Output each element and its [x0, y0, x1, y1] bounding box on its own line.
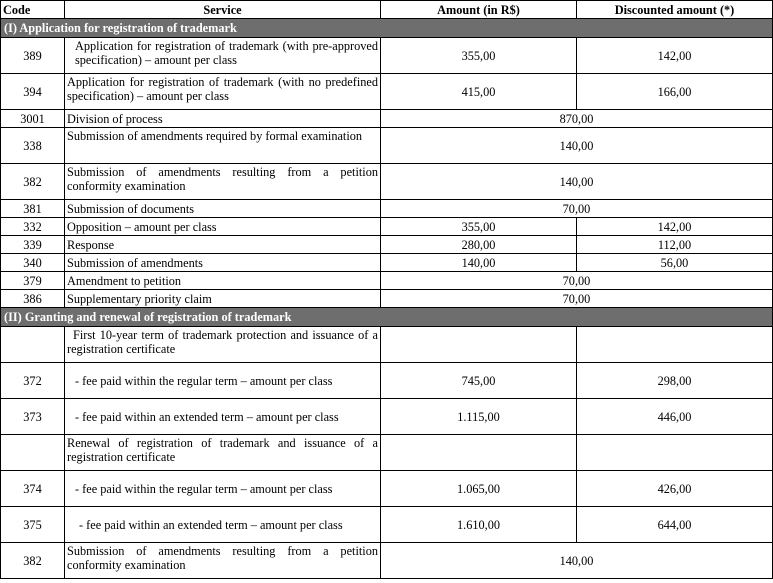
code-cell: 373 [1, 399, 65, 435]
discounted-cell: 644,00 [577, 507, 773, 543]
code-cell: 386 [1, 290, 65, 308]
discounted-cell: 142,00 [577, 38, 773, 74]
table-row [1, 128, 773, 164]
table-row [1, 399, 773, 435]
service-cell: Opposition – amount per class [65, 218, 381, 236]
discounted-cell: 298,00 [577, 363, 773, 399]
table-row [1, 38, 773, 74]
discounted-cell: 166,00 [577, 74, 773, 110]
table-row [1, 74, 773, 110]
combined-amount-cell: 140,00 [381, 128, 773, 164]
code-cell: 340 [1, 254, 65, 272]
amount-cell: 1.065,00 [381, 471, 577, 507]
section-title-application: (I) Application for registration of trademark [1, 19, 773, 38]
discounted-cell: 426,00 [577, 471, 773, 507]
discounted-cell: 112,00 [577, 236, 773, 254]
table-row [1, 110, 773, 128]
service-cell: Supplementary priority claim [65, 290, 381, 308]
code-cell: 389 [1, 38, 65, 74]
code-cell: 382 [1, 543, 65, 579]
code-cell: 372 [1, 363, 65, 399]
combined-amount-cell: 870,00 [381, 110, 773, 128]
service-cell: - fee paid within an extended term – amount per class [65, 507, 381, 543]
table-row [1, 272, 773, 290]
code-cell: 332 [1, 218, 65, 236]
code-cell: 382 [1, 164, 65, 200]
header-service: Service [65, 1, 381, 19]
service-cell: Submission of documents [65, 200, 381, 218]
discounted-cell: 446,00 [577, 399, 773, 435]
empty-cell [381, 327, 577, 363]
table-row [1, 164, 773, 200]
code-cell: 339 [1, 236, 65, 254]
code-cell: 375 [1, 507, 65, 543]
amount-cell: 280,00 [381, 236, 577, 254]
table-row [1, 218, 773, 236]
amount-cell: 415,00 [381, 74, 577, 110]
section-row [1, 308, 773, 327]
subheading-first-term [65, 327, 381, 363]
empty-cell [381, 435, 577, 471]
header-code: Code [1, 1, 65, 19]
amount-cell: 140,00 [381, 254, 577, 272]
combined-amount-cell: 140,00 [381, 164, 773, 200]
code-cell [1, 435, 65, 471]
amount-cell: 355,00 [381, 218, 577, 236]
service-cell: Response [65, 236, 381, 254]
code-cell: 338 [1, 128, 65, 164]
table-row [1, 290, 773, 308]
table-row [1, 507, 773, 543]
table-row [1, 236, 773, 254]
service-cell: Amendment to petition [65, 272, 381, 290]
subheading-text: First 10-year term of trademark protection and issuance of a registration certificate [67, 328, 378, 356]
table-row [1, 471, 773, 507]
code-cell [1, 327, 65, 363]
combined-amount-cell: 70,00 [381, 272, 773, 290]
table-row [1, 200, 773, 218]
amount-cell: 1.115,00 [381, 399, 577, 435]
combined-amount-cell: 70,00 [381, 200, 773, 218]
section-title-granting: (II) Granting and renewal of registration of trademark [1, 308, 773, 327]
subheading-row [1, 327, 773, 363]
subheading-row [1, 435, 773, 471]
service-cell: Application for registration of trademark (with pre-approved specification) – amount per class [65, 38, 381, 74]
service-cell: Submission of amendments resulting from a petition conformity examination [65, 164, 381, 200]
service-cell: - fee paid within the regular term – amount per class [65, 363, 381, 399]
discounted-cell: 56,00 [577, 254, 773, 272]
service-cell: Submission of amendments required by formal examination [65, 128, 381, 164]
empty-cell [577, 435, 773, 471]
service-cell: Submission of amendments resulting from a petition conformity examination [65, 543, 381, 579]
code-cell: 3001 [1, 110, 65, 128]
service-cell: Division of process [65, 110, 381, 128]
service-cell: Application for registration of trademark (with no predefined specification) – amount per class [65, 74, 381, 110]
code-cell: 374 [1, 471, 65, 507]
combined-amount-cell: 140,00 [381, 543, 773, 579]
table-row [1, 363, 773, 399]
header-amount: Amount (in R$) [381, 1, 577, 19]
empty-cell [577, 327, 773, 363]
amount-cell: 355,00 [381, 38, 577, 74]
table-row [1, 543, 773, 579]
code-cell: 381 [1, 200, 65, 218]
service-cell: - fee paid within an extended term – amount per class [65, 399, 381, 435]
combined-amount-cell: 70,00 [381, 290, 773, 308]
table-header-row [1, 1, 773, 19]
code-cell: 394 [1, 74, 65, 110]
service-cell: - fee paid within the regular term – amount per class [65, 471, 381, 507]
section-row [1, 19, 773, 38]
discounted-cell: 142,00 [577, 218, 773, 236]
table-row [1, 254, 773, 272]
header-discounted: Discounted amount (*) [577, 1, 773, 19]
service-cell: Submission of amendments [65, 254, 381, 272]
amount-cell: 1.610,00 [381, 507, 577, 543]
code-cell: 379 [1, 272, 65, 290]
amount-cell: 745,00 [381, 363, 577, 399]
subheading-renewal: Renewal of registration of trademark and issuance of a registration certificate [65, 435, 381, 471]
